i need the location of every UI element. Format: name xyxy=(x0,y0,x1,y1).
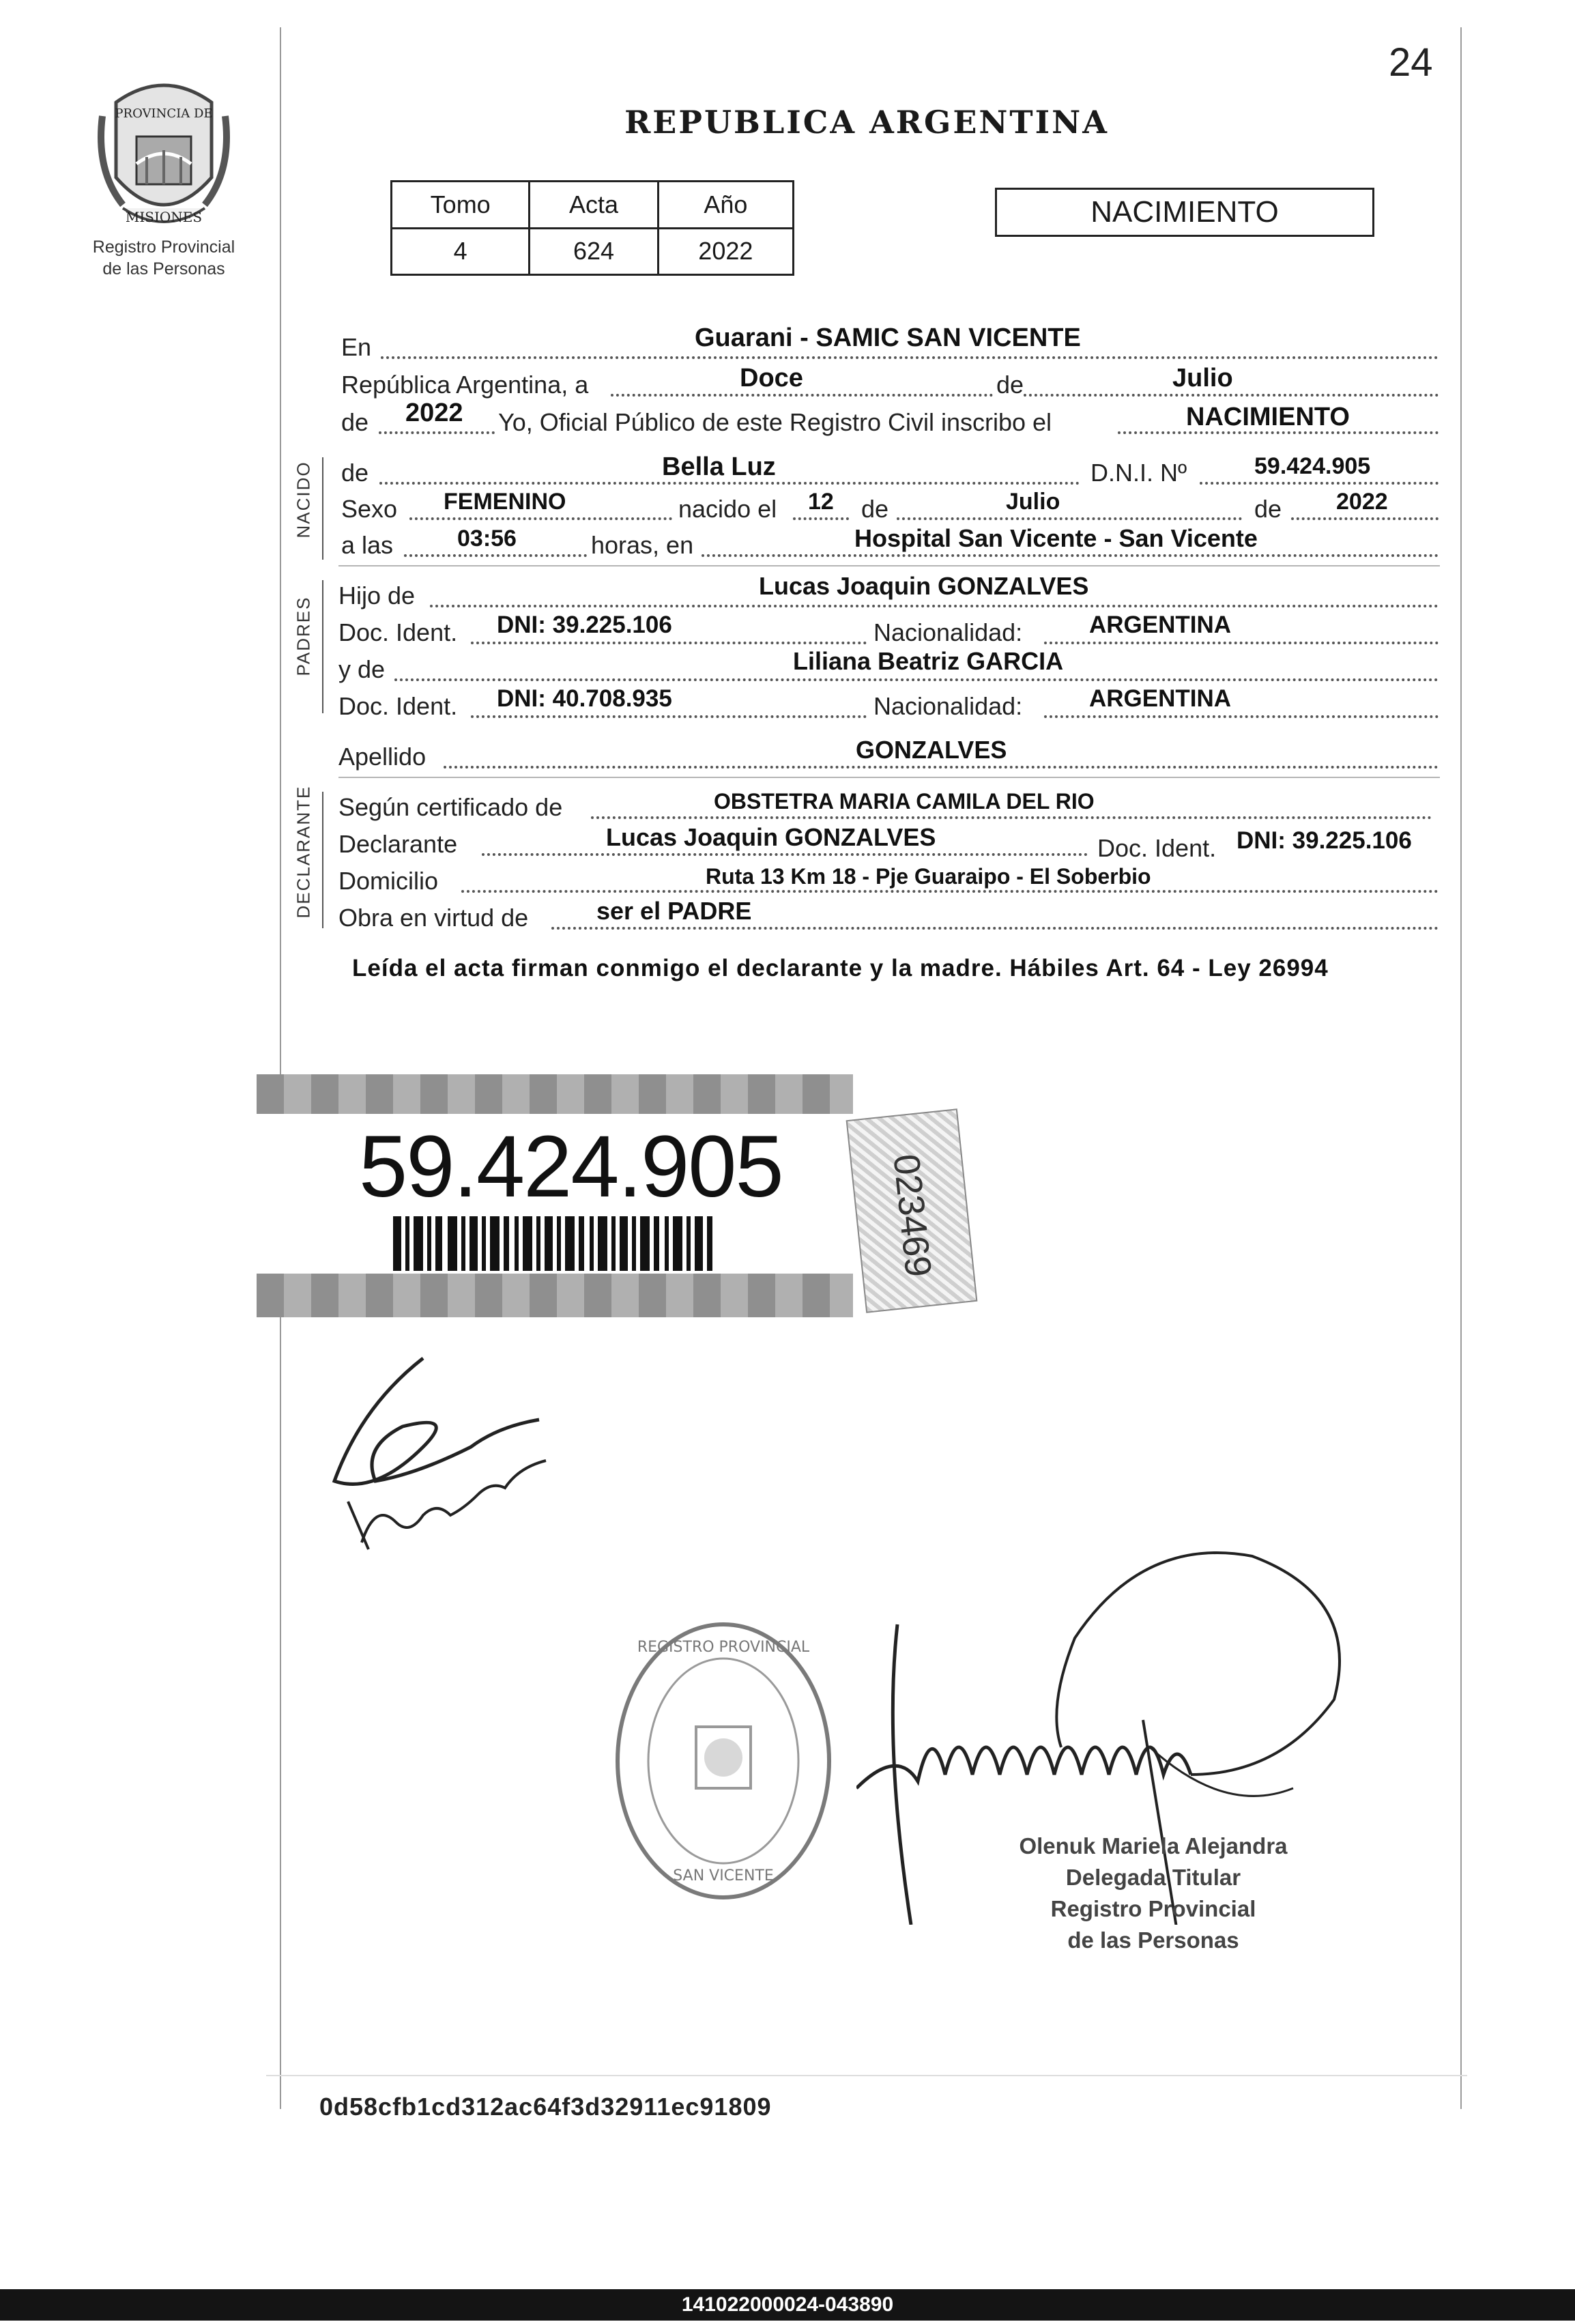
label-nationality-mother: Nacionalidad: xyxy=(873,692,1023,720)
registry-name-line1: Registro Provincial xyxy=(92,238,235,257)
closing-statement: Leída el acta firman conmigo el declarante y la madre. Hábiles Art. 64 - Ley 26994 xyxy=(352,955,1329,981)
dotted-line xyxy=(394,678,1439,681)
dotted-line xyxy=(471,715,867,718)
dotted-line xyxy=(461,890,1439,893)
inscription-type: NACIMIENTO xyxy=(1186,403,1350,431)
official-registry: Registro Provincial xyxy=(1050,1896,1256,1921)
dotted-line xyxy=(591,816,1432,819)
side-label-padres: PADRES xyxy=(293,596,314,676)
label-de-name: de xyxy=(341,459,369,487)
sticker-dni-number: 59.424.905 xyxy=(359,1118,783,1216)
official-registry-line2: de las Personas xyxy=(1067,1927,1239,1953)
mother-nationality: ARGENTINA xyxy=(1089,685,1232,712)
svg-text:MISIONES: MISIONES xyxy=(125,209,203,225)
mother-doc: DNI: 40.708.935 xyxy=(497,685,672,712)
svg-text:PROVINCIA DE: PROVINCIA DE xyxy=(115,106,213,121)
label-de-year: de xyxy=(341,408,369,436)
child-sex: FEMENINO xyxy=(444,489,566,515)
province-emblem xyxy=(96,75,232,239)
child-dni: 59.424.905 xyxy=(1254,453,1371,479)
certificate-issuer: OBSTETRA MARIA CAMILA DEL RIO xyxy=(714,789,1095,814)
dotted-line xyxy=(1291,517,1439,520)
record-table-header: Acta xyxy=(530,182,658,229)
registry-name-line2: de las Personas xyxy=(102,259,225,278)
label-obra: Obra en virtud de xyxy=(338,904,529,932)
label-doc-ident-father: Doc. Ident. xyxy=(338,618,458,646)
record-type-box xyxy=(995,188,1374,237)
registration-month: Julio xyxy=(1172,364,1233,392)
label-officer-statement: Yo, Oficial Público de este Registro Civil inscribo el xyxy=(498,408,1052,436)
left-margin-line xyxy=(280,27,281,2109)
record-type-label: NACIMIENTO xyxy=(1090,195,1279,229)
dotted-line xyxy=(404,554,587,557)
registration-place: Guarani - SAMIC SAN VICENTE xyxy=(695,324,1081,352)
mother-signature xyxy=(321,1345,566,1563)
father-nationality: ARGENTINA xyxy=(1089,612,1232,638)
record-table-header-row xyxy=(392,182,794,229)
label-horas-en: horas, en xyxy=(591,531,694,559)
sticker-bottom-band xyxy=(257,1274,853,1317)
label-de: de xyxy=(996,371,1024,399)
dotted-line xyxy=(1044,642,1439,644)
dotted-line xyxy=(379,431,495,434)
page-number: 24 xyxy=(1389,40,1433,85)
document-hash: 0d58cfb1cd312ac64f3d32911ec91809 xyxy=(319,2093,772,2121)
hologram-code: 023469 xyxy=(885,1152,939,1279)
footer-code: 141022000024-043890 xyxy=(681,2293,894,2316)
mother-name: Liliana Beatriz GARCIA xyxy=(793,647,1064,675)
father-doc: DNI: 39.225.106 xyxy=(497,612,672,638)
label-de-birth-year: de xyxy=(1254,495,1282,523)
record-table-cell: 2022 xyxy=(658,228,793,275)
surname: GONZALVES xyxy=(856,736,1007,764)
svg-text:SAN VICENTE: SAN VICENTE xyxy=(673,1867,774,1884)
father-name: Lucas Joaquin GONZALVES xyxy=(759,572,1089,600)
side-label-nacido: NACIDO xyxy=(293,461,314,539)
declarant-capacity: ser el PADRE xyxy=(596,897,752,925)
dotted-line xyxy=(409,517,672,520)
child-name: Bella Luz xyxy=(662,453,776,481)
label-en: En xyxy=(341,333,372,361)
section-bracket-nacido xyxy=(322,457,323,560)
label-sexo: Sexo xyxy=(341,495,398,523)
dotted-line xyxy=(897,517,1242,520)
section-separator xyxy=(338,565,1440,566)
label-y-de: y de xyxy=(338,655,386,683)
birth-day: 12 xyxy=(808,489,834,515)
official-name: Olenuk Mariela Alejandra xyxy=(1019,1833,1288,1859)
side-label-declarante: DECLARANTE xyxy=(293,785,314,919)
dotted-line xyxy=(444,766,1439,769)
record-table-cell: 624 xyxy=(530,228,658,275)
label-nacido-el: nacido el xyxy=(678,495,777,523)
label-segun: Según certificado de xyxy=(338,793,563,821)
dotted-line xyxy=(379,482,1080,485)
footer-bar xyxy=(0,2289,1575,2321)
record-table xyxy=(390,180,794,276)
birth-month: Julio xyxy=(1006,489,1060,515)
sticker-top-band xyxy=(257,1074,853,1114)
record-table-header: Tomo xyxy=(392,182,530,229)
record-table-header: Año xyxy=(658,182,793,229)
birth-place: Hospital San Vicente - San Vicente xyxy=(854,524,1258,552)
svg-text:REGISTRO PROVINCIAL: REGISTRO PROVINCIAL xyxy=(637,1639,810,1656)
section-bracket-declarante xyxy=(322,792,323,928)
label-domicilio: Domicilio xyxy=(338,867,439,895)
dotted-line xyxy=(430,605,1439,607)
dotted-line xyxy=(551,927,1439,930)
country-title: REPUBLICA ARGENTINA xyxy=(624,104,1109,141)
registry-stamp xyxy=(607,1611,839,1911)
dotted-line xyxy=(1200,482,1439,485)
barcode-icon xyxy=(393,1216,714,1271)
dotted-line xyxy=(381,356,1439,359)
label-doc-ident-declarant: Doc. Ident. xyxy=(1097,834,1217,862)
right-margin-line xyxy=(1460,27,1462,2109)
dotted-line xyxy=(702,554,1439,557)
section-bracket-padres xyxy=(322,580,323,713)
dotted-line xyxy=(1024,394,1439,397)
birth-time: 03:56 xyxy=(457,526,517,551)
dotted-line xyxy=(611,394,993,397)
record-table-value-row xyxy=(392,228,794,275)
scan-bottom-edge xyxy=(266,2075,1467,2076)
label-dni: D.N.I. Nº xyxy=(1090,459,1187,487)
declarant-doc: DNI: 39.225.106 xyxy=(1237,827,1412,854)
declarant-address: Ruta 13 Km 18 - Pje Guaraipo - El Soberbio xyxy=(706,864,1151,889)
label-de-month: de xyxy=(861,495,889,523)
dotted-line xyxy=(1044,715,1439,718)
section-separator xyxy=(338,777,1440,778)
label-hijo-de: Hijo de xyxy=(338,582,416,609)
label-a-las: a las xyxy=(341,531,394,559)
label-republica: República Argentina, a xyxy=(341,371,589,399)
label-nationality-father: Nacionalidad: xyxy=(873,618,1023,646)
registration-day: Doce xyxy=(740,364,803,392)
security-hologram xyxy=(846,1108,978,1313)
official-title: Delegada Titular xyxy=(1065,1865,1241,1890)
dotted-line xyxy=(482,853,1088,856)
dni-sticker xyxy=(257,1074,853,1317)
label-declarante: Declarante xyxy=(338,830,458,858)
registration-year: 2022 xyxy=(405,399,463,427)
misiones-coat-of-arms-icon xyxy=(96,75,232,239)
dotted-line xyxy=(471,642,867,644)
dotted-line xyxy=(793,517,849,520)
record-table-cell: 4 xyxy=(392,228,530,275)
label-doc-ident-mother: Doc. Ident. xyxy=(338,692,458,720)
label-apellido: Apellido xyxy=(338,743,427,771)
birth-year: 2022 xyxy=(1336,489,1388,515)
declarant-name: Lucas Joaquin GONZALVES xyxy=(606,823,936,851)
